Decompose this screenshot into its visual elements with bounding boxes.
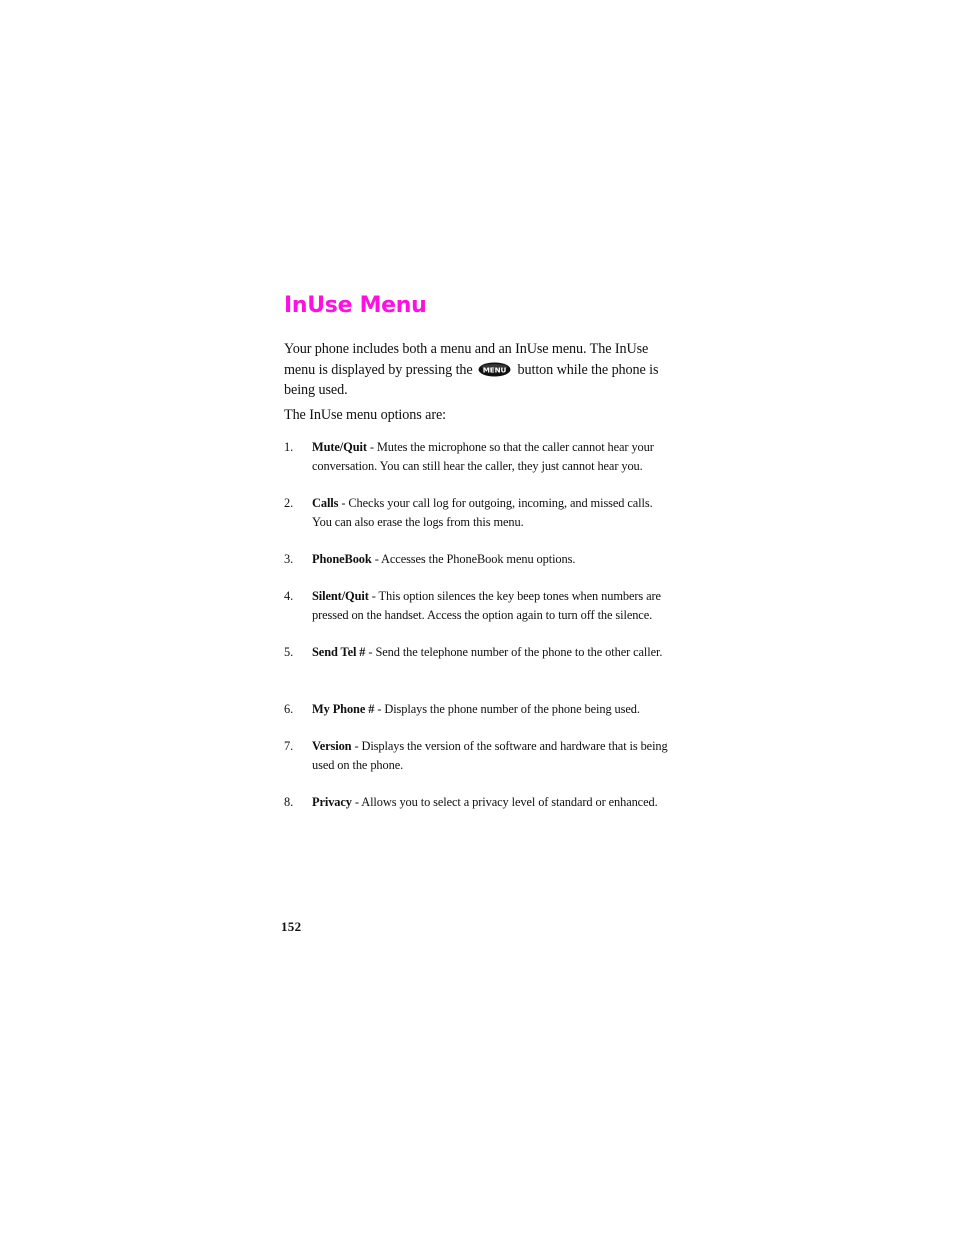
list-item — [284, 587, 669, 624]
menu-button-label: MENU — [482, 365, 507, 375]
item-number: 8. — [284, 795, 294, 809]
list-item — [284, 438, 669, 475]
item-description: - Mutes the microphone so that the caller cannot hear your conversation. You can still hear the caller, they just cannot hear you. — [312, 440, 654, 473]
item-description: - Allows you to select a privacy level of standard or enhanced. — [351, 795, 658, 809]
intro-paragraph — [284, 339, 669, 401]
list-item — [284, 550, 669, 569]
item-number: 1. — [284, 440, 294, 454]
page-title: InUse Menu — [284, 293, 427, 318]
options-intro: The InUse menu options are: — [284, 406, 446, 423]
item-description: - Send the telephone number of the phone to the other caller. — [365, 645, 663, 659]
item-term: Send Tel # — [312, 645, 366, 659]
item-description: - Displays the version of the software and hardware that is being used on the phone. — [312, 739, 668, 772]
menu-button-icon — [478, 362, 511, 377]
intro-text-part1: Your phone includes both a menu and an InUse menu. The InUse menu is displayed by pressing the — [284, 341, 649, 378]
list-item — [284, 700, 669, 719]
item-term: Version — [312, 739, 352, 753]
item-number: 5. — [284, 645, 294, 659]
item-description: - This option silences the key beep tones when numbers are pressed on the handset. Access the option again to turn off the silence. — [312, 589, 661, 622]
list-item — [284, 737, 669, 774]
item-description: - Displays the phone number of the phone being used. — [374, 702, 640, 716]
item-number: 3. — [284, 552, 294, 566]
document-content — [284, 290, 669, 809]
item-description: - Checks your call log for outgoing, incoming, and missed calls. You can also erase the logs from this menu. — [312, 496, 653, 529]
list-item — [284, 643, 669, 662]
item-number: 2. — [284, 496, 294, 510]
list-item — [284, 793, 669, 812]
item-term: Mute/Quit — [312, 440, 367, 454]
page-number: 152 — [281, 919, 302, 934]
item-number: 4. — [284, 589, 294, 603]
item-term: My Phone # — [312, 702, 375, 716]
item-term: Calls — [312, 496, 339, 510]
item-term: PhoneBook — [312, 552, 372, 566]
item-number: 6. — [284, 702, 294, 716]
item-description: - Accesses the PhoneBook menu options. — [371, 552, 576, 566]
list-item — [284, 494, 669, 531]
intro-text-part2: button while the phone is being used. — [284, 361, 659, 398]
item-term: Silent/Quit — [312, 589, 369, 603]
item-term: Privacy — [312, 795, 352, 809]
item-number: 7. — [284, 739, 294, 753]
